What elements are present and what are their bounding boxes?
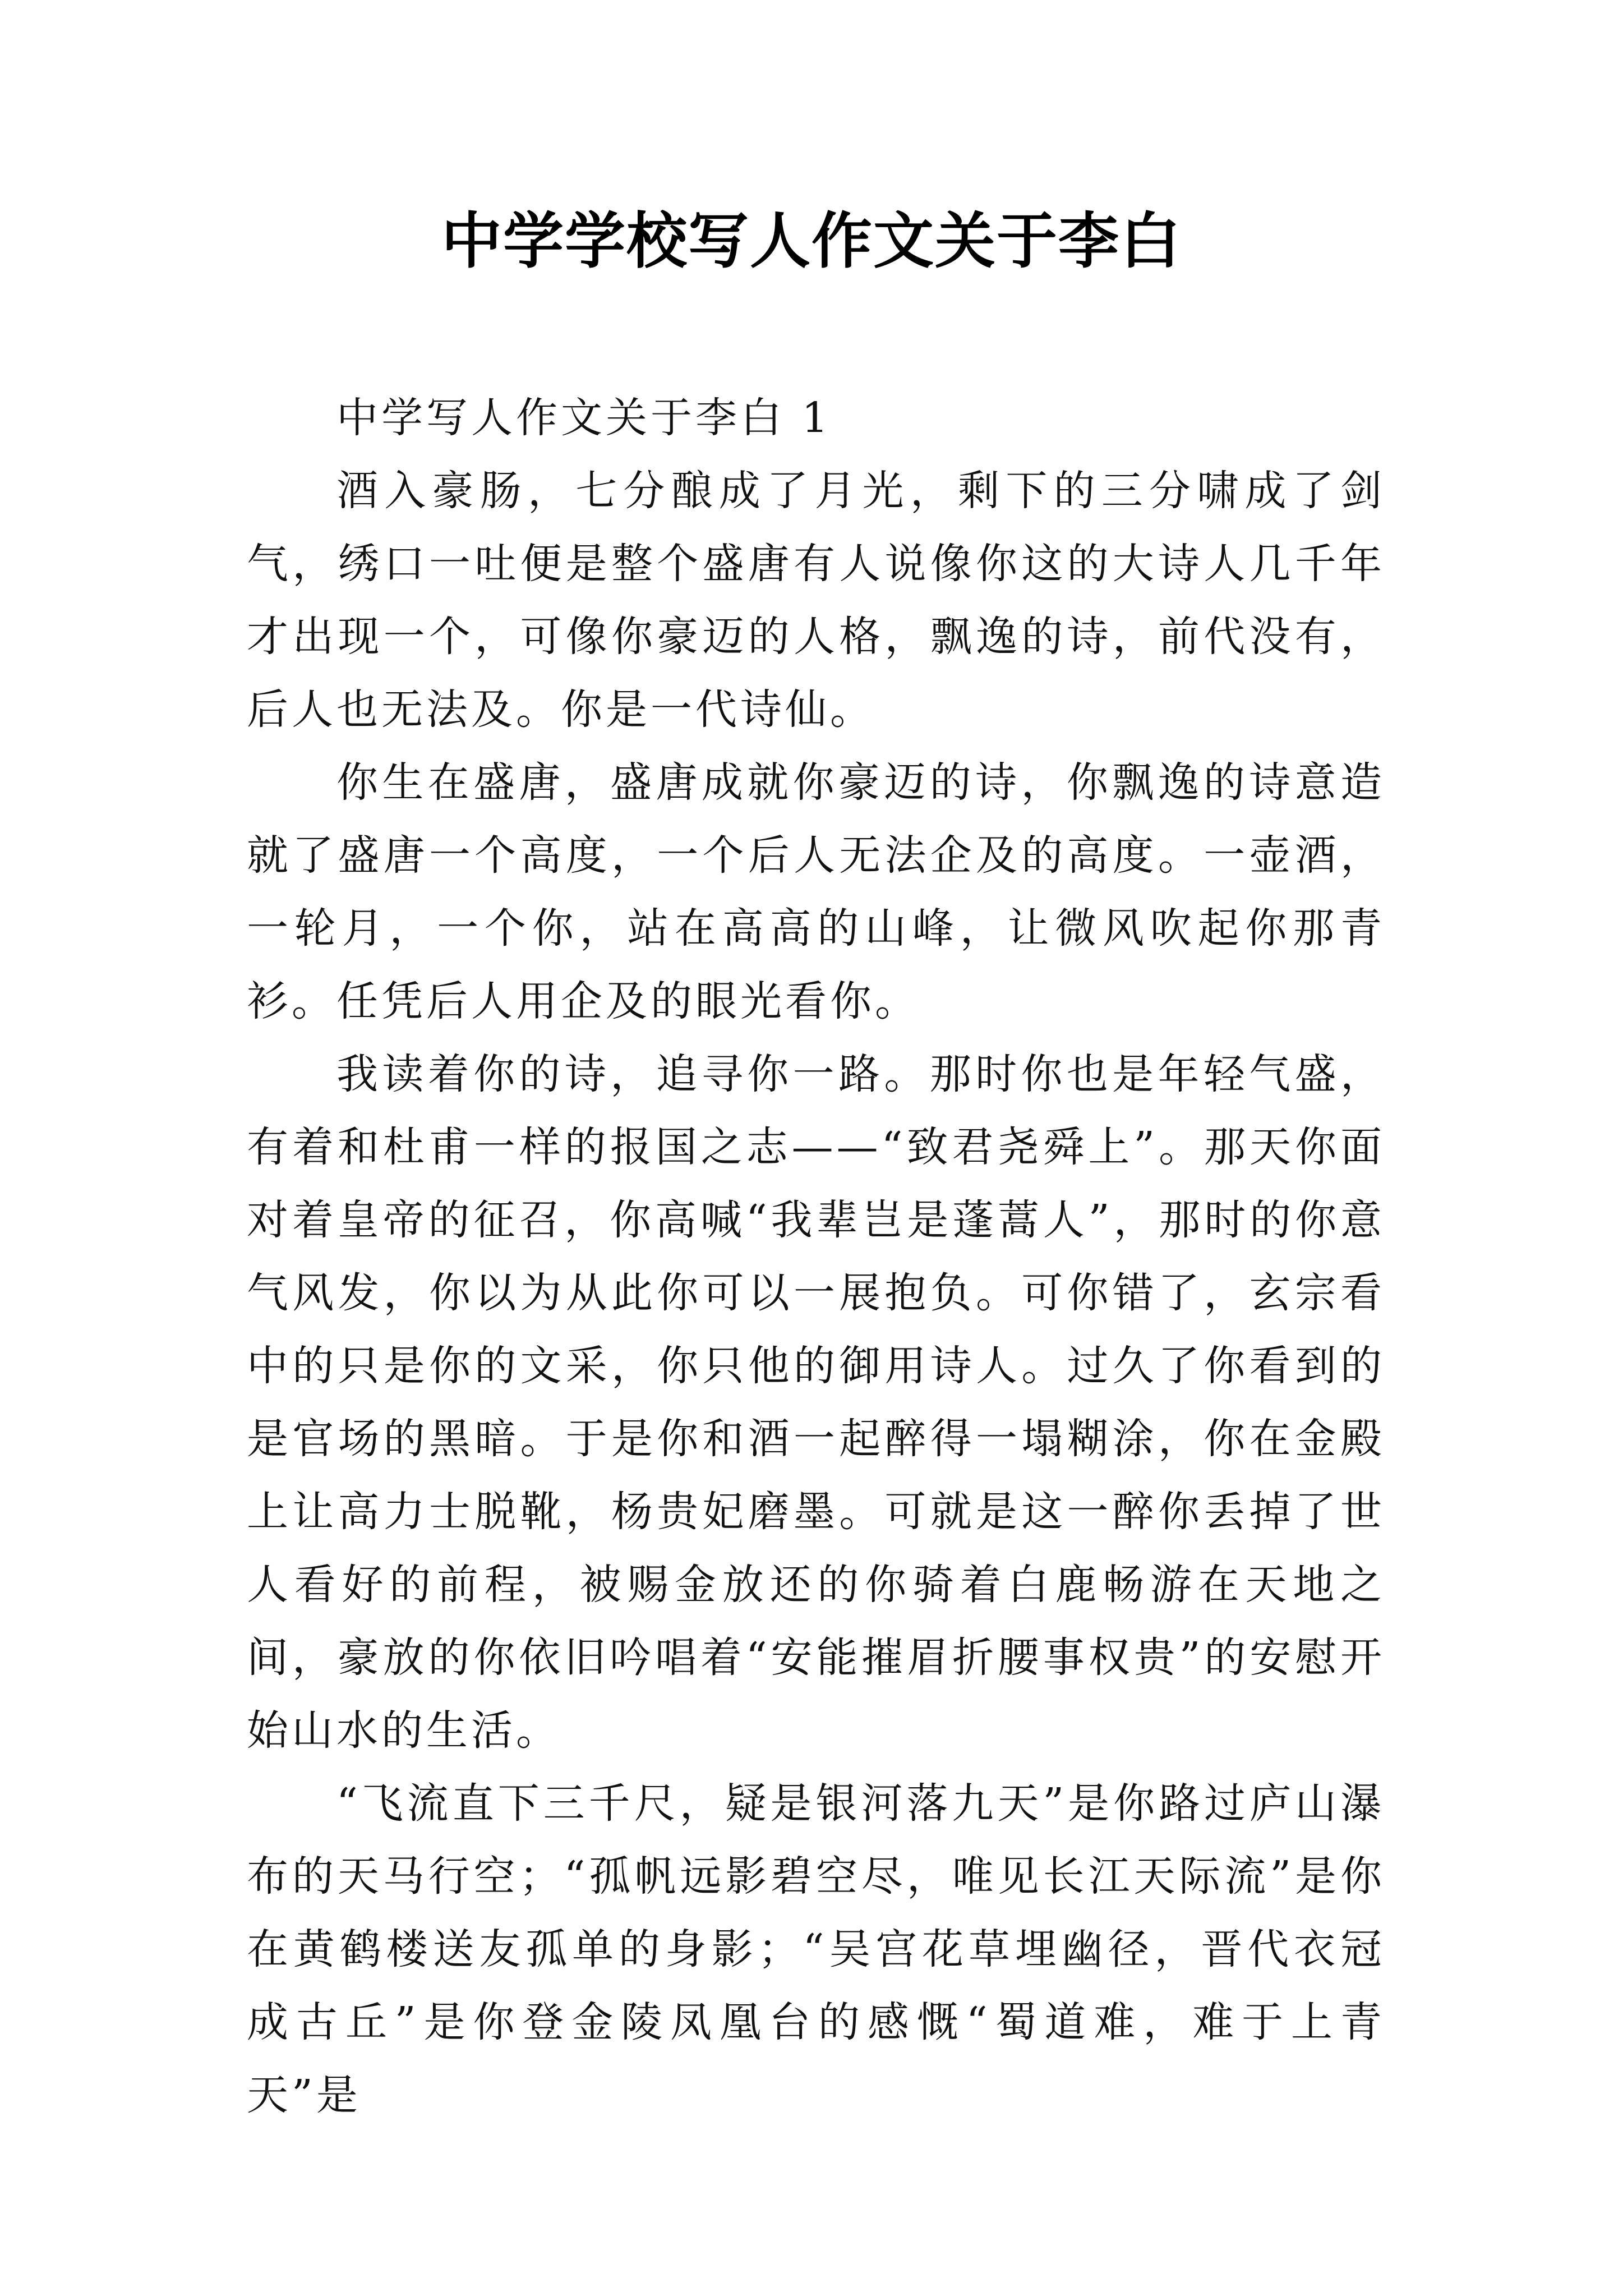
paragraph-2: 你生在盛唐，盛唐成就你豪迈的诗，你飘逸的诗意造就了盛唐一个高度，一个后人无法企及的高度。一壶酒，一轮月，一个你，站在高高的山峰，让微风吹起你那青衫。任凭后人用企及的眼光看你。 xyxy=(247,758,1385,1025)
section-heading: 中学写人作文关于李白 1 xyxy=(336,394,832,442)
paragraph-4: “飞流直下三千尺，疑是银河落九天”是你路过庐山瀑布的天马行空；“孤帆远影碧空尽，唯见长江天际流”是你在黄鹤楼送友孤单的身影；“吴宫花草埋幽径，晋代衣冠成古丘”是你登金陵凤凰台的感慨“蜀道难，难于上青天”是 xyxy=(247,1779,1385,2119)
paragraph-3: 我读着你的诗，追寻你一路。那时你也是年轻气盛，有着和杜甫一样的报国之志——“致君尧舜上”。那天你面对着皇帝的征召，你高喊“我辈岂是蓬蒿人”，那时的你意气风发，你以为从此你可以一展抱负。可你错了，玄宗看中的只是你的文采，你只他的御用诗人。过久了你看到的是官场的黑暗。于是你和酒一起醉得一塌糊涂，你在金殿上让高力士脱靴，杨贵妃磨墨。可就是这一醉你丢掉了世人看好的前程，被赐金放还的你骑着白鹿畅游在天地之间，豪放的你依旧吟唱着“安能摧眉折腰事权贵”的安慰开始山水的生活。 xyxy=(247,1050,1385,1755)
paragraph-1: 酒入豪肠，七分酿成了月光，剩下的三分啸成了剑气，绣口一吐便是整个盛唐有人说像你这的大诗人几千年才出现一个，可像你豪迈的人格，飘逸的诗，前代没有，后人也无法及。你是一代诗仙。 xyxy=(247,467,1385,734)
document-body xyxy=(247,381,1385,2132)
document-title: 中学学校写人作文关于李白 xyxy=(441,206,1182,277)
